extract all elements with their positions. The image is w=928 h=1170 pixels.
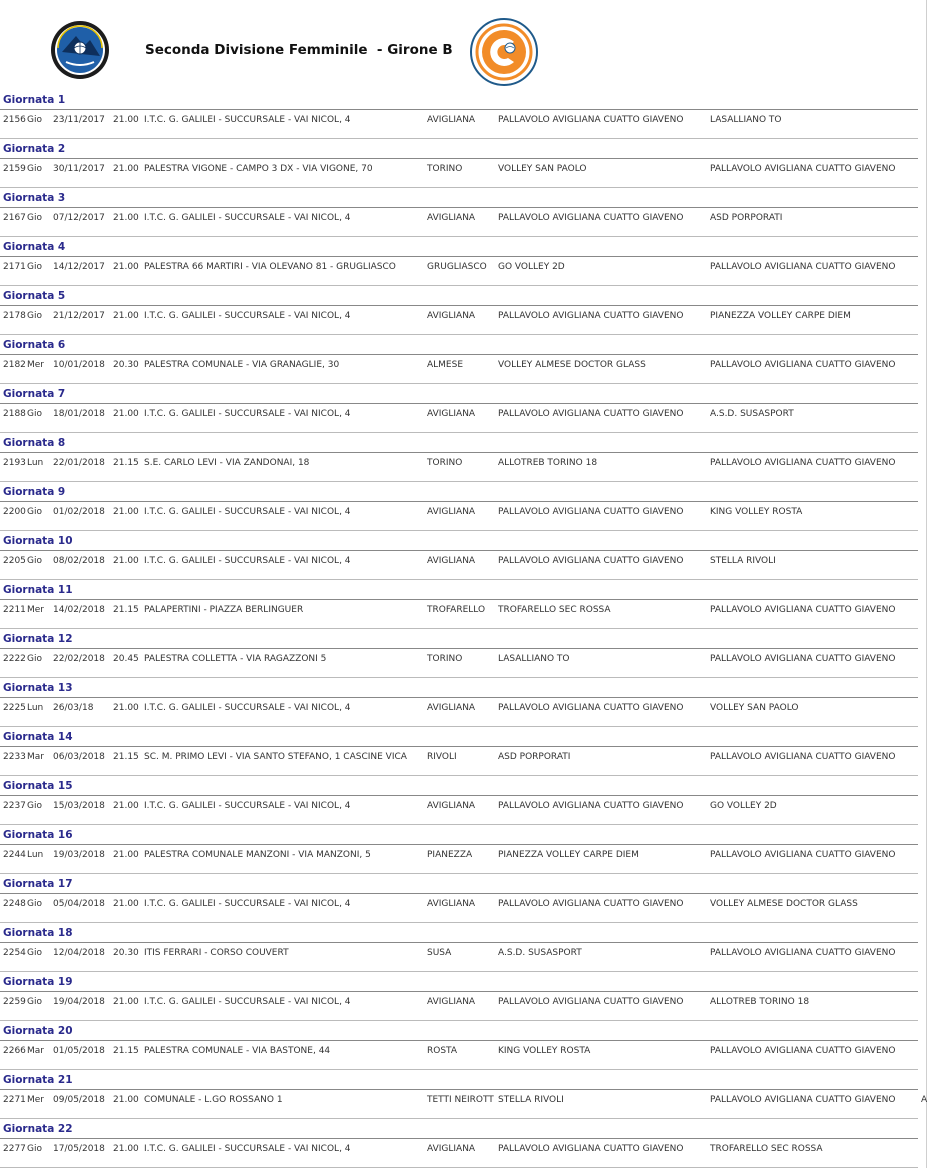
match-venue: I.T.C. G. GALILEI - SUCCURSALE - VAI NICOL, 4 (144, 703, 351, 713)
match-date: 19/04/2018 (53, 997, 105, 1007)
match-day: Gio (27, 164, 42, 174)
round-title: Giornata 19 (3, 976, 73, 988)
away-team: GO VOLLEY 2D (710, 801, 777, 811)
match-time: 21.00 (113, 1144, 139, 1154)
match-day: Mer (27, 605, 45, 615)
match-day: Gio (27, 654, 42, 664)
round-section (0, 484, 918, 533)
home-team: PALLAVOLO AVIGLIANA CUATTO GIAVENO (498, 213, 684, 223)
round-title: Giornata 8 (3, 437, 66, 449)
match-time: 21.00 (113, 801, 139, 811)
row-divider (0, 1020, 918, 1021)
round-divider (0, 403, 918, 404)
schedule-list (0, 92, 928, 1170)
match-city: AVIGLIANA (427, 409, 476, 419)
match-row (0, 654, 928, 668)
match-city: TORINO (427, 654, 463, 664)
away-team: PALLAVOLO AVIGLIANA CUATTO GIAVENO (710, 458, 896, 468)
match-time: 21.00 (113, 311, 139, 321)
match-day: Gio (27, 948, 42, 958)
match-date: 14/02/2018 (53, 605, 105, 615)
away-team: PALLAVOLO AVIGLIANA CUATTO GIAVENO (710, 360, 896, 370)
round-divider (0, 942, 918, 943)
match-row (0, 507, 928, 521)
match-venue: PALESTRA COMUNALE - VIA GRANAGLIE, 30 (144, 360, 340, 370)
match-city: AVIGLIANA (427, 556, 476, 566)
round-section (0, 337, 918, 386)
match-id: 2244 (3, 850, 26, 860)
match-day: Gio (27, 213, 42, 223)
match-row (0, 1046, 928, 1060)
match-row (0, 997, 928, 1011)
match-city: AVIGLIANA (427, 1144, 476, 1154)
match-time: 21.15 (113, 752, 139, 762)
match-day: Mer (27, 1095, 45, 1105)
page-title: Seconda Divisione Femminile - Girone B (145, 42, 453, 58)
match-venue: PALESTRA 66 MARTIRI - VIA OLEVANO 81 - GRUGLIASCO (144, 262, 396, 272)
round-section (0, 582, 918, 631)
round-section (0, 533, 918, 582)
match-day: Lun (27, 850, 44, 860)
home-team: PALLAVOLO AVIGLIANA CUATTO GIAVENO (498, 311, 684, 321)
match-city: GRUGLIASCO (427, 262, 487, 272)
round-section (0, 239, 918, 288)
round-title: Giornata 4 (3, 241, 66, 253)
match-time: 21.00 (113, 507, 139, 517)
match-time: 21.00 (113, 703, 139, 713)
match-venue: PALESTRA COMUNALE - VIA BASTONE, 44 (144, 1046, 331, 1056)
away-team: PALLAVOLO AVIGLIANA CUATTO GIAVENO (710, 752, 896, 762)
match-row (0, 948, 928, 962)
match-venue: PALESTRA COMUNALE MANZONI - VIA MANZONI, 5 (144, 850, 371, 860)
round-divider (0, 207, 918, 208)
round-divider (0, 256, 918, 257)
match-date: 17/05/2018 (53, 1144, 105, 1154)
match-row (0, 409, 928, 423)
round-title: Giornata 10 (3, 535, 73, 547)
round-section (0, 190, 918, 239)
match-venue: PALESTRA COLLETTA - VIA RAGAZZONI 5 (144, 654, 327, 664)
match-row (0, 899, 928, 913)
round-section (0, 729, 918, 778)
match-id: 2259 (3, 997, 26, 1007)
match-date: 06/03/2018 (53, 752, 105, 762)
match-row (0, 164, 928, 178)
match-day: Gio (27, 409, 42, 419)
row-divider (0, 579, 918, 580)
match-venue: S.E. CARLO LEVI - VIA ZANDONAI, 18 (144, 458, 310, 468)
match-date: 19/03/2018 (53, 850, 105, 860)
match-id: 2156 (3, 115, 26, 125)
home-team: PALLAVOLO AVIGLIANA CUATTO GIAVENO (498, 556, 684, 566)
round-title: Giornata 9 (3, 486, 66, 498)
match-date: 26/03/18 (53, 703, 94, 713)
home-team: ALLOTREB TORINO 18 (498, 458, 598, 468)
match-time: 21.00 (113, 164, 139, 174)
match-time: 21.00 (113, 899, 139, 909)
round-title: Giornata 3 (3, 192, 66, 204)
match-date: 15/03/2018 (53, 801, 105, 811)
away-team: LASALLIANO TO (710, 115, 782, 125)
home-team: VOLLEY ALMESE DOCTOR GLASS (498, 360, 646, 370)
match-day: Mer (27, 360, 45, 370)
round-divider (0, 305, 918, 306)
match-id: 2205 (3, 556, 26, 566)
away-team: KING VOLLEY ROSTA (710, 507, 803, 517)
round-title: Giornata 15 (3, 780, 73, 792)
match-date: 05/04/2018 (53, 899, 105, 909)
match-id: 2237 (3, 801, 26, 811)
alberto cuatto-pallavolo-logo-icon (470, 18, 538, 86)
round-divider (0, 501, 918, 502)
match-date: 07/12/2017 (53, 213, 105, 223)
home-team: PALLAVOLO AVIGLIANA CUATTO GIAVENO (498, 507, 684, 517)
match-day: Gio (27, 115, 42, 125)
match-id: 2159 (3, 164, 26, 174)
home-team: PALLAVOLO AVIGLIANA CUATTO GIAVENO (498, 899, 684, 909)
round-divider (0, 1089, 918, 1090)
match-date: 30/11/2017 (53, 164, 105, 174)
match-id: 2211 (3, 605, 26, 615)
match-city: TETTI NEIROTT (427, 1095, 494, 1105)
match-date: 22/02/2018 (53, 654, 105, 664)
round-title: Giornata 12 (3, 633, 73, 645)
home-team: ASD PORPORATI (498, 752, 571, 762)
match-venue: PALESTRA VIGONE - CAMPO 3 DX - VIA VIGONE, 70 (144, 164, 373, 174)
match-date: 08/02/2018 (53, 556, 105, 566)
row-divider (0, 824, 918, 825)
match-id: 2171 (3, 262, 26, 272)
match-row (0, 801, 928, 815)
row-divider (0, 1069, 918, 1070)
home-team: PALLAVOLO AVIGLIANA CUATTO GIAVENO (498, 1144, 684, 1154)
match-row (0, 605, 928, 619)
match-city: AVIGLIANA (427, 213, 476, 223)
match-row (0, 360, 928, 374)
match-venue: PALAPERTINI - PIAZZA BERLINGUER (144, 605, 304, 615)
row-divider (0, 334, 918, 335)
match-id: 2200 (3, 507, 26, 517)
home-team: PALLAVOLO AVIGLIANA CUATTO GIAVENO (498, 801, 684, 811)
round-section (0, 631, 918, 680)
match-city: AVIGLIANA (427, 801, 476, 811)
round-section (0, 1072, 928, 1121)
match-date: 01/05/2018 (53, 1046, 105, 1056)
match-time: 21.00 (113, 997, 139, 1007)
round-section (0, 680, 918, 729)
match-day: Gio (27, 311, 42, 321)
round-title: Giornata 2 (3, 143, 66, 155)
round-title: Giornata 20 (3, 1025, 73, 1037)
home-team: PALLAVOLO AVIGLIANA CUATTO GIAVENO (498, 115, 684, 125)
match-city: ROSTA (427, 1046, 458, 1056)
match-city: AVIGLIANA (427, 997, 476, 1007)
match-city: AVIGLIANA (427, 115, 476, 125)
away-team: PALLAVOLO AVIGLIANA CUATTO GIAVENO (710, 1046, 896, 1056)
home-team: PIANEZZA VOLLEY CARPE DIEM (498, 850, 639, 860)
match-day: Mar (27, 752, 44, 762)
home-team: TROFARELLO SEC ROSSA (498, 605, 611, 615)
round-title: Giornata 5 (3, 290, 66, 302)
round-title: Giornata 18 (3, 927, 73, 939)
row-divider (0, 971, 918, 972)
round-divider (0, 746, 918, 747)
match-time: 21.00 (113, 556, 139, 566)
away-team: A.S.D. SUSASPORT (710, 409, 794, 419)
away-team: PALLAVOLO AVIGLIANA CUATTO GIAVENO (710, 262, 896, 272)
round-section (0, 1023, 918, 1072)
round-section (0, 827, 918, 876)
match-venue: I.T.C. G. GALILEI - SUCCURSALE - VAI NICOL, 4 (144, 801, 351, 811)
row-divider (0, 432, 918, 433)
round-divider (0, 991, 918, 992)
match-day: Gio (27, 997, 42, 1007)
match-id: 2188 (3, 409, 26, 419)
match-venue: I.T.C. G. GALILEI - SUCCURSALE - VAI NICOL, 4 (144, 311, 351, 321)
match-venue: I.T.C. G. GALILEI - SUCCURSALE - VAI NICOL, 4 (144, 115, 351, 125)
match-date: 10/01/2018 (53, 360, 105, 370)
round-divider (0, 452, 918, 453)
match-time: 21.15 (113, 458, 139, 468)
page-header (0, 0, 928, 92)
match-id: 2182 (3, 360, 26, 370)
match-venue: I.T.C. G. GALILEI - SUCCURSALE - VAI NICOL, 4 (144, 997, 351, 1007)
round-divider (0, 550, 918, 551)
match-venue: I.T.C. G. GALILEI - SUCCURSALE - VAI NICOL, 4 (144, 213, 351, 223)
away-team: VOLLEY SAN PAOLO (710, 703, 799, 713)
match-row (0, 115, 928, 129)
match-city: TORINO (427, 458, 463, 468)
match-row (0, 703, 928, 717)
round-section (0, 435, 918, 484)
match-day: Gio (27, 507, 42, 517)
match-date: 01/02/2018 (53, 507, 105, 517)
match-row (0, 213, 928, 227)
round-divider (0, 844, 918, 845)
match-city: PIANEZZA (427, 850, 473, 860)
match-date: 14/12/2017 (53, 262, 105, 272)
round-title: Giornata 16 (3, 829, 73, 841)
match-venue: SC. M. PRIMO LEVI - VIA SANTO STEFANO, 1 CASCINE VICA (144, 752, 407, 762)
round-divider (0, 1040, 918, 1041)
match-time: 20.45 (113, 654, 139, 664)
match-row (0, 458, 928, 472)
match-day: Mar (27, 1046, 44, 1056)
match-time: 21.00 (113, 115, 139, 125)
home-team: VOLLEY SAN PAOLO (498, 164, 587, 174)
row-divider (0, 726, 918, 727)
match-venue: I.T.C. G. GALILEI - SUCCURSALE - VAI NICOL, 4 (144, 507, 351, 517)
match-day: Gio (27, 1144, 42, 1154)
match-id: 2225 (3, 703, 26, 713)
match-row (0, 1095, 928, 1109)
match-city: AVIGLIANA (427, 703, 476, 713)
match-time: 21.15 (113, 605, 139, 615)
away-team: PALLAVOLO AVIGLIANA CUATTO GIAVENO (710, 605, 896, 615)
round-section (0, 1121, 918, 1170)
round-title: Giornata 13 (3, 682, 73, 694)
round-title: Giornata 22 (3, 1123, 73, 1135)
round-section (0, 141, 918, 190)
away-team: ALLOTREB TORINO 18 (710, 997, 810, 1007)
away-team: TROFARELLO SEC ROSSA (710, 1144, 823, 1154)
match-time: 20.30 (113, 360, 139, 370)
home-team: PALLAVOLO AVIGLIANA CUATTO GIAVENO (498, 409, 684, 419)
match-venue: COMUNALE - L.GO ROSSANO 1 (144, 1095, 283, 1105)
match-id: 2167 (3, 213, 26, 223)
round-divider (0, 354, 918, 355)
match-city: TORINO (427, 164, 463, 174)
home-team: A.S.D. SUSASPORT (498, 948, 582, 958)
match-row (0, 556, 928, 570)
match-time: 21.00 (113, 409, 139, 419)
row-divider (0, 285, 918, 286)
match-date: 09/05/2018 (53, 1095, 105, 1105)
away-team: PIANEZZA VOLLEY CARPE DIEM (710, 311, 851, 321)
round-divider (0, 1138, 918, 1139)
row-divider (0, 383, 918, 384)
round-divider (0, 893, 918, 894)
match-venue: I.T.C. G. GALILEI - SUCCURSALE - VAI NICOL, 4 (144, 899, 351, 909)
match-venue: I.T.C. G. GALILEI - SUCCURSALE - VAI NICOL, 4 (144, 1144, 351, 1154)
match-id: 2266 (3, 1046, 26, 1056)
match-row (0, 262, 928, 276)
round-section (0, 92, 918, 141)
match-day: Gio (27, 556, 42, 566)
match-day: Gio (27, 899, 42, 909)
round-title: Giornata 14 (3, 731, 73, 743)
home-team: STELLA RIVOLI (498, 1095, 564, 1105)
match-row (0, 752, 928, 766)
away-team: PALLAVOLO AVIGLIANA CUATTO GIAVENO (710, 948, 896, 958)
match-time: 21.00 (113, 213, 139, 223)
round-section (0, 386, 918, 435)
row-divider (0, 481, 918, 482)
match-city: AVIGLIANA (427, 507, 476, 517)
match-day: Lun (27, 703, 44, 713)
match-day: Gio (27, 262, 42, 272)
away-team: PALLAVOLO AVIGLIANA CUATTO GIAVENO (710, 654, 896, 664)
home-team: GO VOLLEY 2D (498, 262, 565, 272)
match-city: AVIGLIANA (427, 899, 476, 909)
round-section (0, 288, 918, 337)
round-title: Giornata 7 (3, 388, 66, 400)
match-time: 20.30 (113, 948, 139, 958)
round-title: Giornata 11 (3, 584, 73, 596)
round-title: Giornata 17 (3, 878, 73, 890)
match-id: 2222 (3, 654, 26, 664)
match-row (0, 1144, 928, 1158)
round-divider (0, 697, 918, 698)
match-time: 21.00 (113, 850, 139, 860)
round-divider (0, 158, 918, 159)
match-day: Gio (27, 801, 42, 811)
round-divider (0, 109, 918, 110)
round-divider (0, 648, 918, 649)
row-divider (0, 187, 918, 188)
match-city: SUSA (427, 948, 452, 958)
row-divider (0, 138, 918, 139)
away-team: ASD PORPORATI (710, 213, 783, 223)
away-team: PALLAVOLO AVIGLIANA CUATTO GIAVENO (710, 850, 896, 860)
away-team: PALLAVOLO AVIGLIANA CUATTO GIAVENO (710, 164, 896, 174)
home-team: PALLAVOLO AVIGLIANA CUATTO GIAVENO (498, 703, 684, 713)
row-divider (0, 922, 918, 923)
home-team: LASALLIANO TO (498, 654, 570, 664)
row-divider (0, 873, 918, 874)
round-divider (0, 795, 918, 796)
match-id: 2178 (3, 311, 26, 321)
match-city: TROFARELLO (427, 605, 486, 615)
match-venue: ITIS FERRARI - CORSO COUVERT (144, 948, 289, 958)
round-title: Giornata 6 (3, 339, 66, 351)
home-team: KING VOLLEY ROSTA (498, 1046, 591, 1056)
match-city: AVIGLIANA (427, 311, 476, 321)
round-section (0, 778, 918, 827)
match-date: 23/11/2017 (53, 115, 105, 125)
round-divider (0, 599, 918, 600)
match-city: ALMESE (427, 360, 464, 370)
match-id: 2233 (3, 752, 26, 762)
match-row (0, 311, 928, 325)
match-date: 12/04/2018 (53, 948, 105, 958)
match-venue: I.T.C. G. GALILEI - SUCCURSALE - VAI NICOL, 4 (144, 409, 351, 419)
match-id: 2248 (3, 899, 26, 909)
away-team: VOLLEY ALMESE DOCTOR GLASS (710, 899, 858, 909)
volley-avigliana-logo-icon (50, 18, 110, 82)
home-team: PALLAVOLO AVIGLIANA CUATTO GIAVENO (498, 997, 684, 1007)
row-divider (0, 530, 918, 531)
row-divider (0, 1118, 918, 1119)
round-section (0, 925, 918, 974)
match-time: 21.00 (113, 262, 139, 272)
away-team: PALLAVOLO AVIGLIANA CUATTO GIAVENO (710, 1095, 896, 1105)
match-time: 21.00 (113, 1095, 139, 1105)
match-id: 2254 (3, 948, 26, 958)
away-team: STELLA RIVOLI (710, 556, 776, 566)
match-city: RIVOLI (427, 752, 457, 762)
overflow-text: A (921, 1095, 928, 1105)
round-section (0, 974, 918, 1023)
match-date: 18/01/2018 (53, 409, 105, 419)
row-divider (0, 775, 918, 776)
match-date: 22/01/2018 (53, 458, 105, 468)
match-time: 21.15 (113, 1046, 139, 1056)
match-id: 2193 (3, 458, 26, 468)
row-divider (0, 677, 918, 678)
row-divider (0, 236, 918, 237)
match-venue: I.T.C. G. GALILEI - SUCCURSALE - VAI NICOL, 4 (144, 556, 351, 566)
round-title: Giornata 21 (3, 1074, 73, 1086)
match-row (0, 850, 928, 864)
match-date: 21/12/2017 (53, 311, 105, 321)
match-day: Lun (27, 458, 44, 468)
row-divider (0, 628, 918, 629)
round-section (0, 876, 918, 925)
round-title: Giornata 1 (3, 94, 66, 106)
match-id: 2277 (3, 1144, 26, 1154)
match-id: 2271 (3, 1095, 26, 1105)
